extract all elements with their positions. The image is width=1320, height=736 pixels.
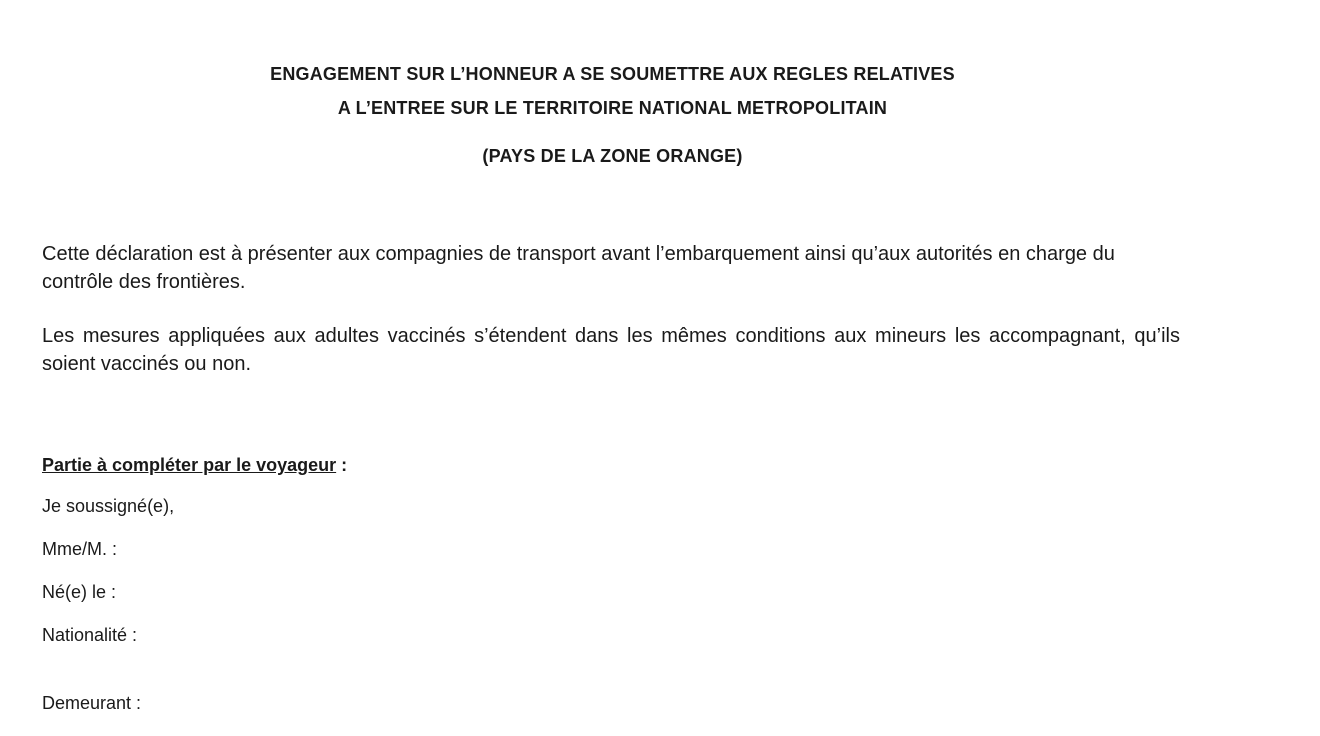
section-heading-label: Partie à compléter par le voyageur: [42, 455, 337, 475]
birthdate-field-label: Né(e) le :: [42, 582, 117, 602]
section-heading-colon: :: [336, 455, 348, 475]
residence-field-label: Demeurant :: [42, 693, 142, 713]
minors-paragraph: Les mesures appliquées aux adultes vaccinés s’étendent dans les mêmes conditions aux mineurs les accompagnant, qu’ils soient vaccinés ou non.: [42, 325, 1180, 375]
intro-paragraph: Cette déclaration est à présenter aux compagnies de transport avant l’embarquement ainsi qu’aux autorités en charge du contrôle des frontières.: [42, 243, 1115, 293]
document-title-line-1: ENGAGEMENT SUR L’HONNEUR A SE SOUMETTRE AUX REGLES RELATIVES: [270, 64, 955, 84]
section-heading: [42, 453, 347, 477]
document-title-line-2: A L’ENTREE SUR LE TERRITOIRE NATIONAL METROPOLITAIN: [337, 98, 888, 118]
soussigne-label: Je soussigné(e),: [42, 496, 175, 516]
nationality-field-label: Nationalité :: [42, 625, 138, 645]
name-field-label: Mme/M. :: [42, 539, 117, 559]
document-subtitle: (PAYS DE LA ZONE ORANGE): [482, 146, 743, 166]
